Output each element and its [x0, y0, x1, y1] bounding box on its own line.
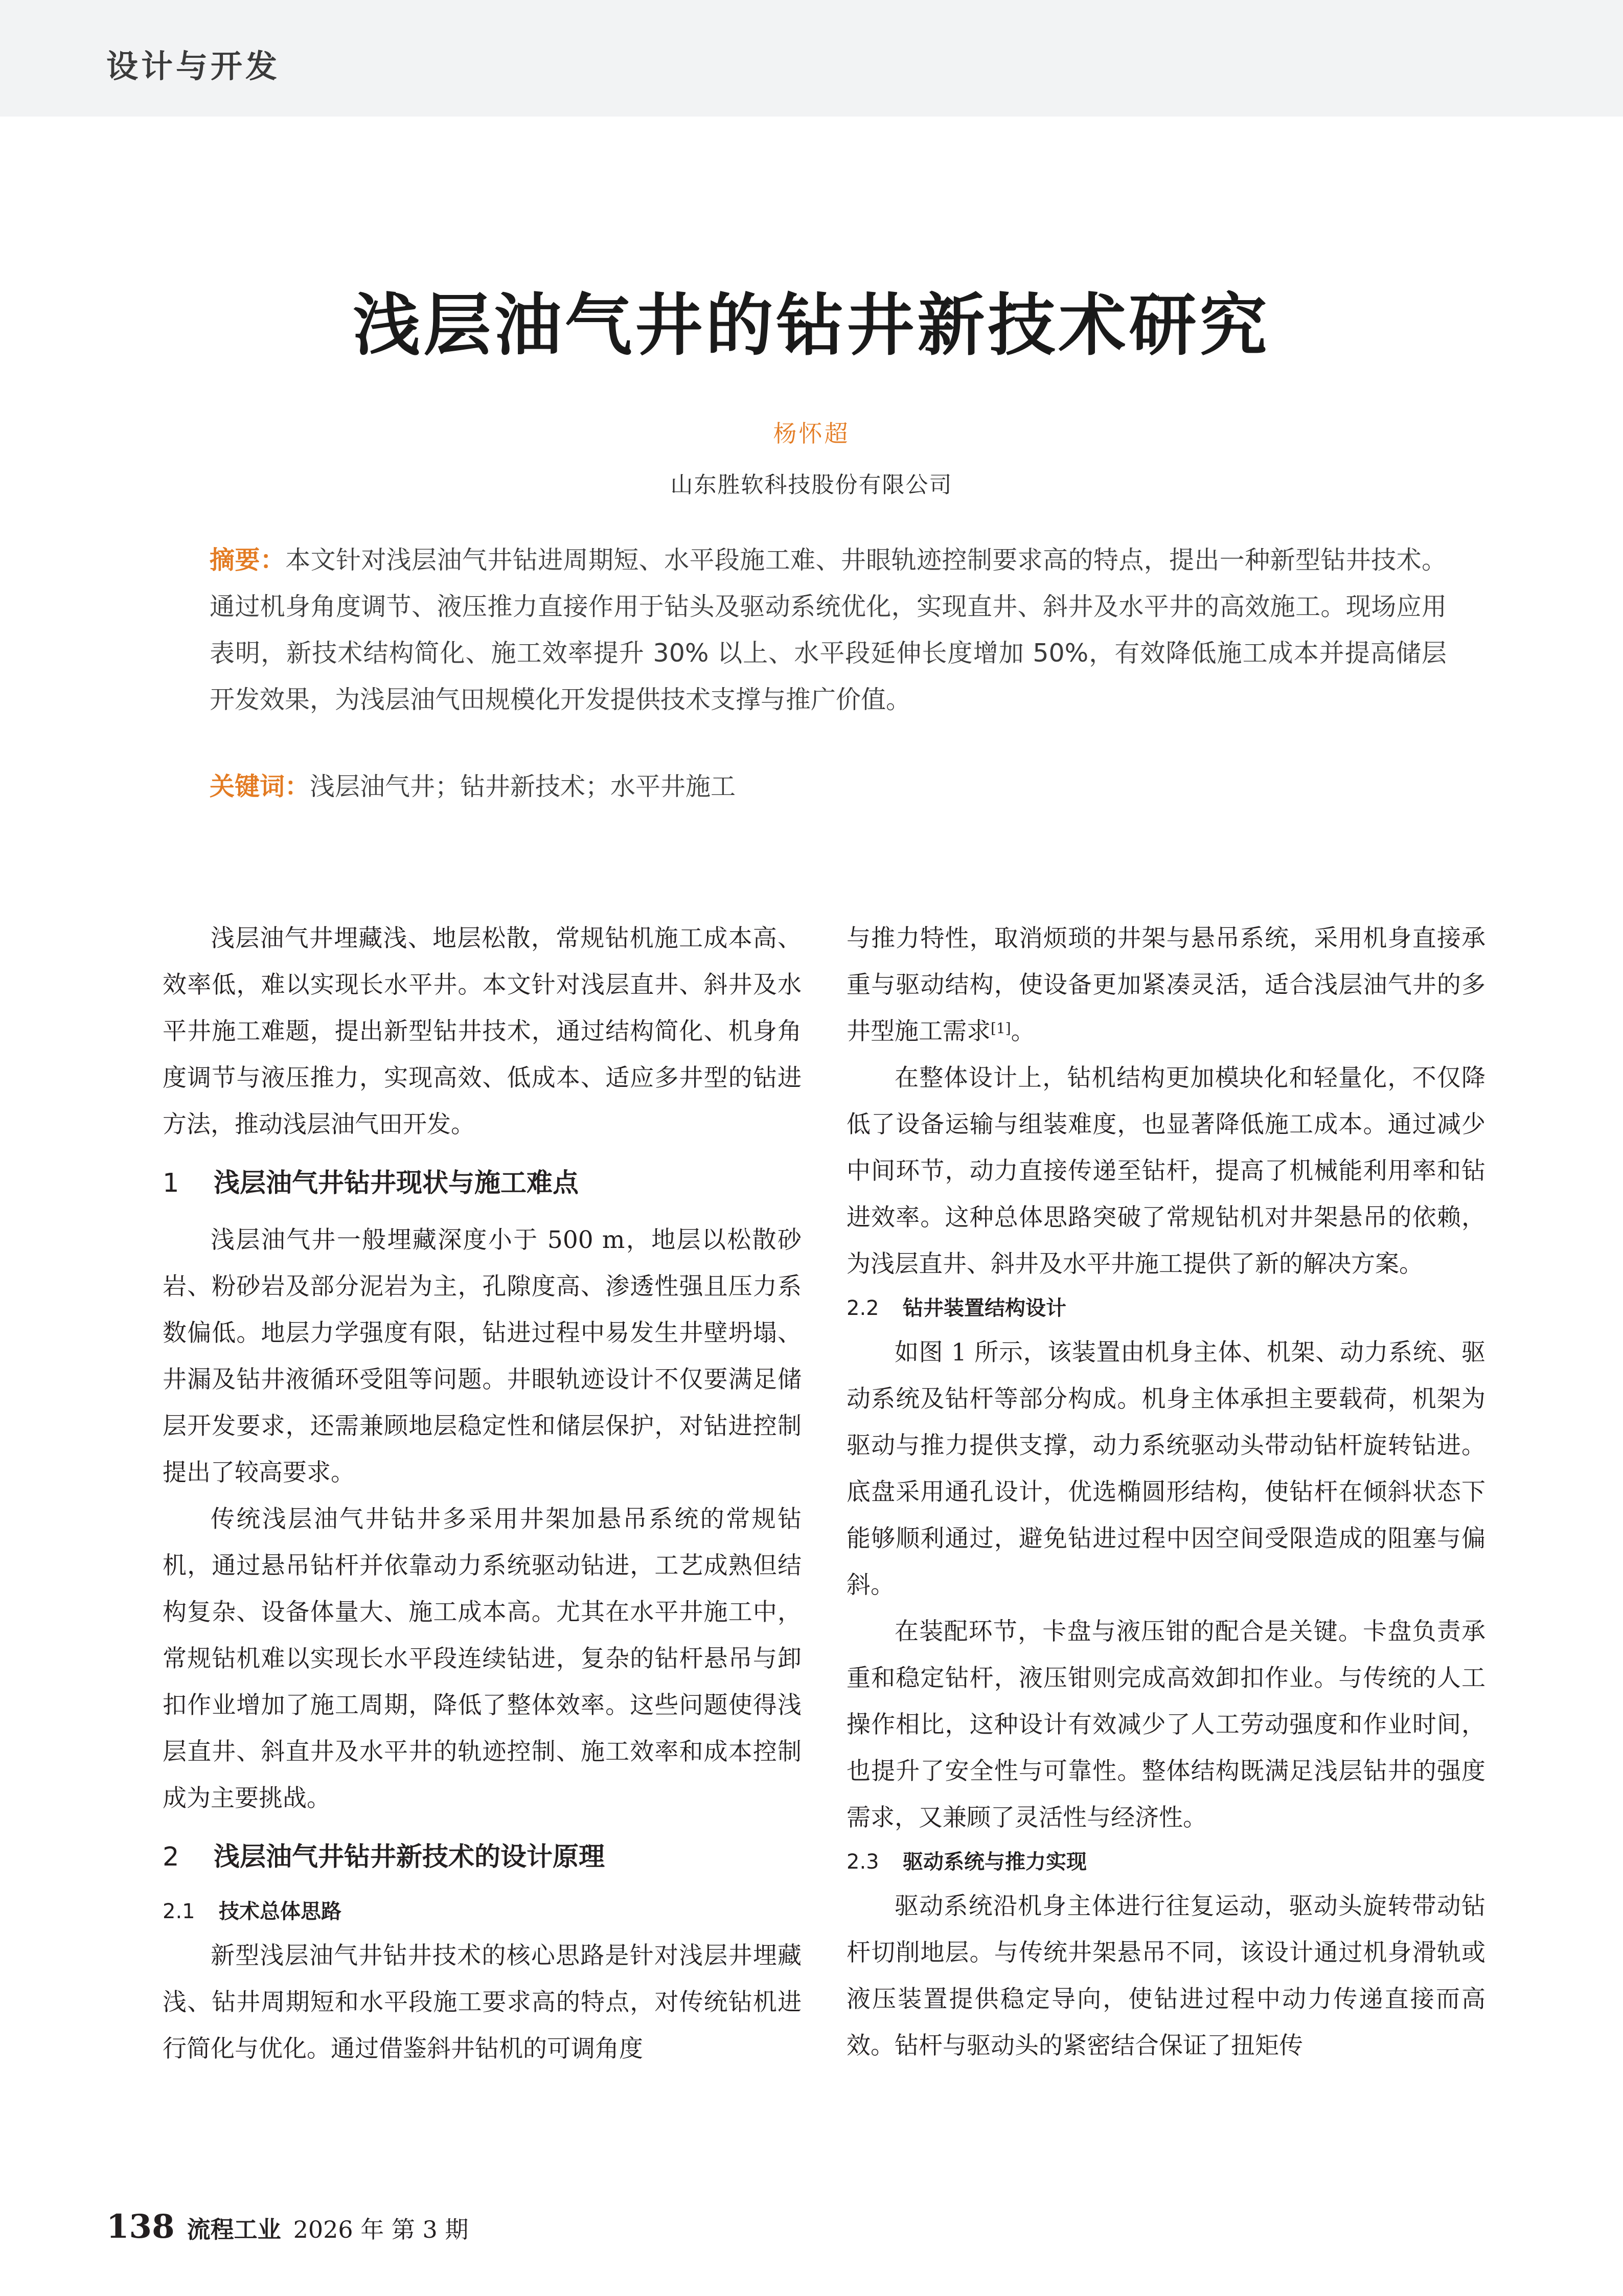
subsection-2-2-heading — [847, 1287, 1485, 1329]
subsection-title: 技术总体思路 — [219, 1900, 341, 1923]
subsection-2-3-heading — [847, 1841, 1485, 1883]
continued-paragraph — [847, 915, 1485, 1055]
section-2-heading — [163, 1834, 802, 1880]
page-number: 138 — [106, 2208, 175, 2246]
subsection-2-1-heading — [163, 1891, 802, 1933]
page-footer — [106, 2208, 468, 2246]
subsection-number: 2.1 — [163, 1900, 195, 1923]
paragraph: 如图 1 所示，该装置由机身主体、机架、动力系统、驱动系统及钻杆等部分构成。机身主体承担主要载荷，机架为驱动与推力提供支撑，动力系统驱动头带动钻杆旋转钻进。底盘采用通孔设计，优选椭圆形结构，使钻杆在倾斜状态下能够顺利通过，避免钻进过程中因空间受限造成的阻塞与偏斜。 — [847, 1338, 1485, 1599]
paragraph-text: 。 — [1011, 1017, 1035, 1045]
article-title: 浅层油气井的钻井新技术研究 — [353, 286, 1270, 365]
section-number: 1 — [163, 1168, 179, 1198]
journal-name: 流程工业 — [187, 2216, 281, 2243]
author-affiliation: 山东胜软科技股份有限公司 — [670, 472, 953, 498]
paragraph: 传统浅层油气井钻井多采用井架加悬吊系统的常规钻机，通过悬吊钻杆并依靠动力系统驱动钻进，工艺成熟但结构复杂、设备体量大、施工成本高。尤其在水平井施工中，常规钻机难以实现长水平段连续钻进，复杂的钻杆悬吊与卸扣作业增加了施工周期，降低了整体效率。这些问题使得浅层直井、斜直井及水平井的轨迹控制、施工效率和成本控制成为主要挑战。 — [163, 1505, 802, 1812]
abstract-text: 本文针对浅层油气井钻进周期短、水平段施工难、井眼轨迹控制要求高的特点，提出一种新型钻井技术。通过机身角度调节、液压推力直接作用于钻头及驱动系统优化，实现直井、斜井及水平井的高效施工。现场应用表明，新技术结构简化、施工效率提升 30% 以上、水平段延伸长度增加 50%，有效降低施工成本并提高储层开发效果，为浅层油气田规模化开发提供技术支撑与推广价值。 — [210, 545, 1447, 714]
subsection-number: 2.3 — [847, 1850, 879, 1874]
abstract-label: 摘要： — [210, 545, 286, 575]
paragraph: 在整体设计上，钻机结构更加模块化和轻量化，不仅降低了设备运输与组装难度，也显著降低施工成本。通过减少中间环节，动力直接传递至钻杆，提高了机械能利用率和钻进效率。这种总体思路突破了常规钻机对井架悬吊的依赖，为浅层直井、斜井及水平井施工提供了新的解决方案。 — [847, 1064, 1485, 1278]
subsection-title: 钻井装置结构设计 — [903, 1297, 1066, 1320]
keywords-label: 关键词： — [210, 772, 310, 801]
left-column — [163, 915, 802, 2072]
section-number: 2 — [163, 1842, 179, 1872]
paragraph: 浅层油气井一般埋藏深度小于 500 m，地层以松散砂岩、粉砂岩及部分泥岩为主，孔隙度高、渗透性强且压力系数偏低。地层力学强度有限，钻进过程中易发生井壁坍塌、井漏及钻井液循环受阻等问题。井眼轨迹设计不仅要满足储层开发要求，还需兼顾地层稳定性和储层保护，对钻进控制提出了较高要求。 — [163, 1226, 802, 1487]
keywords-text: 浅层油气井；钻井新技术；水平井施工 — [310, 772, 736, 801]
section-title: 浅层油气井钻井新技术的设计原理 — [214, 1842, 605, 1872]
subsection-title: 驱动系统与推力实现 — [903, 1850, 1087, 1874]
paragraph: 在装配环节，卡盘与液压钳的配合是关键。卡盘负责承重和稳定钻杆，液压钳则完成高效卸扣作业。与传统的人工操作相比，这种设计有效减少了人工劳动强度和作业时间，也提升了安全性与可靠性。整体结构既满足浅层钻井的强度需求，又兼顾了灵活性与经济性。 — [847, 1618, 1485, 1832]
abstract — [210, 537, 1447, 723]
keywords — [210, 767, 1447, 803]
subsection-number: 2.2 — [847, 1297, 879, 1320]
paragraph: 新型浅层油气井钻井技术的核心思路是针对浅层井埋藏浅、钻井周期短和水平段施工要求高的特点，对传统钻机进行简化与优化。通过借鉴斜井钻机的可调角度 — [163, 1942, 802, 2063]
citation-ref: [1] — [991, 1020, 1011, 1037]
paragraph-text: 与推力特性，取消烦琐的井架与悬吊系统，采用机身直接承重与驱动结构，使设备更加紧凑灵活，适合浅层油气井的多井型施工需求 — [847, 924, 1485, 1045]
section-label: 设计与开发 — [106, 48, 281, 85]
right-column — [847, 915, 1485, 2069]
paragraph: 驱动系统沿机身主体进行往复运动，驱动头旋转带动钻杆切削地层。与传统井架悬吊不同，该设计通过机身滑轨或液压装置提供稳定导向，使钻进过程中动力传递直接而高效。钻杆与驱动头的紧密结合保证了扭矩传 — [847, 1892, 1485, 2060]
section-title: 浅层油气井钻井现状与施工难点 — [214, 1168, 579, 1198]
author-name: 杨怀超 — [773, 420, 850, 447]
intro-paragraph: 浅层油气井埋藏浅、地层松散，常规钻机施工成本高、效率低，难以实现长水平井。本文针对浅层直井、斜井及水平井施工难题，提出新型钻井技术，通过结构简化、机身角度调节与液压推力，实现高效、低成本、适应多井型的钻进方法，推动浅层油气田开发。 — [163, 924, 802, 1139]
section-1-heading — [163, 1160, 802, 1207]
issue-info: 2026 年 第 3 期 — [293, 2216, 469, 2243]
